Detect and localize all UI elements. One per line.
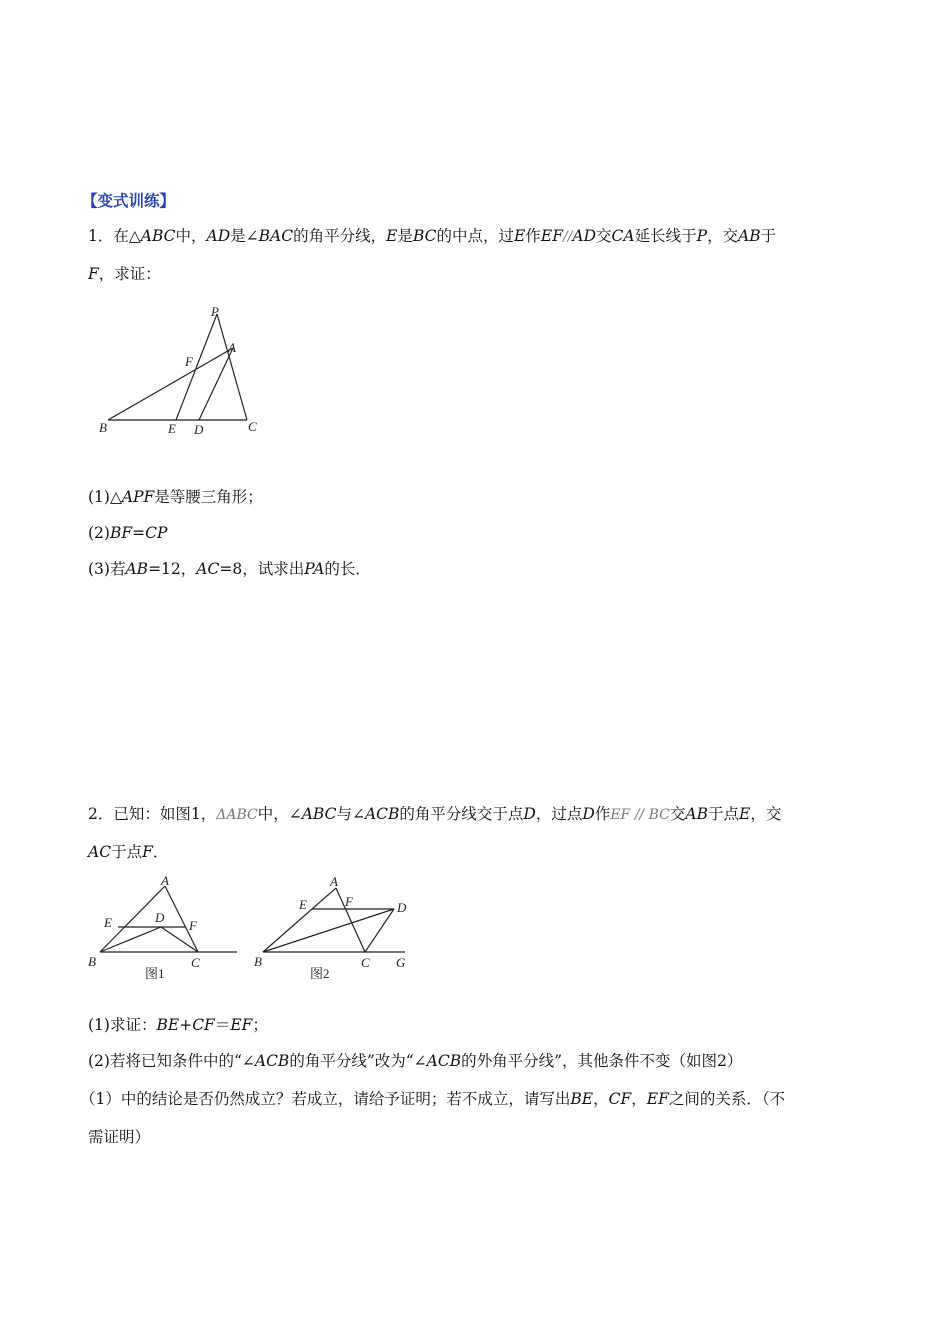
problem2-q2-line3: 需证明） bbox=[88, 1128, 151, 1146]
label-C: C bbox=[248, 419, 257, 434]
caption-fig2: 图2 bbox=[310, 966, 330, 981]
problem1-q3: (3)若AB=12，AC=8，试求出PA的长． bbox=[88, 560, 371, 578]
problem2-q1: (1)求证：BE+CF＝EF； bbox=[88, 1016, 268, 1034]
caption-fig1: 图1 bbox=[145, 966, 165, 981]
problem2-line2: AC于点F． bbox=[88, 843, 169, 861]
label-B: B bbox=[88, 954, 96, 969]
label-A: A bbox=[330, 874, 338, 889]
label-F: F bbox=[185, 354, 193, 369]
label-E: E bbox=[104, 915, 112, 930]
label-C: C bbox=[191, 955, 200, 970]
problem1-q2: (2)BF=CP bbox=[88, 524, 168, 542]
problem1-line1: 1．在△ABC中，AD是∠BAC的角平分线，E是BC的中点，过E作EF//AD交CA延长线于P，交AB于 bbox=[88, 227, 777, 245]
figure-problem2-fig1 bbox=[85, 870, 245, 985]
label-F: F bbox=[189, 918, 197, 933]
label-F: F bbox=[345, 894, 353, 909]
label-D: D bbox=[397, 900, 407, 915]
problem1-q1: (1)△APF是等腰三角形； bbox=[88, 488, 263, 506]
label-D: D bbox=[155, 910, 165, 925]
label-P: P bbox=[211, 304, 219, 319]
label-E: E bbox=[168, 421, 176, 436]
problem2-q2: (2)若将已知条件中的“∠ACB的角平分线”改为“∠ACB的外角平分线”，其他条件不变（如图2） bbox=[88, 1052, 743, 1070]
label-C: C bbox=[361, 955, 370, 970]
label-D: D bbox=[194, 422, 204, 437]
figure-problem2-fig2 bbox=[250, 870, 420, 985]
section-title: 【变式训练】 bbox=[82, 192, 176, 210]
label-A: A bbox=[228, 340, 236, 355]
problem1-line2: F，求证： bbox=[88, 265, 161, 283]
figure-problem1 bbox=[95, 300, 270, 440]
problem2-q2-line2: （1）中的结论是否仍然成立？若成立，请给予证明；若不成立，请写出BE，CF，EF之间的关系．（不 bbox=[80, 1090, 786, 1108]
label-B: B bbox=[254, 954, 262, 969]
label-B: B bbox=[99, 420, 107, 435]
label-E: E bbox=[299, 897, 307, 912]
label-G: G bbox=[396, 955, 406, 970]
label-A: A bbox=[161, 873, 169, 888]
problem2-line1: 2．已知：如图1，ΔABC中，∠ABC与∠ACB的角平分线交于点D，过点D作EF // BC交AB于点E，交 bbox=[88, 805, 782, 823]
